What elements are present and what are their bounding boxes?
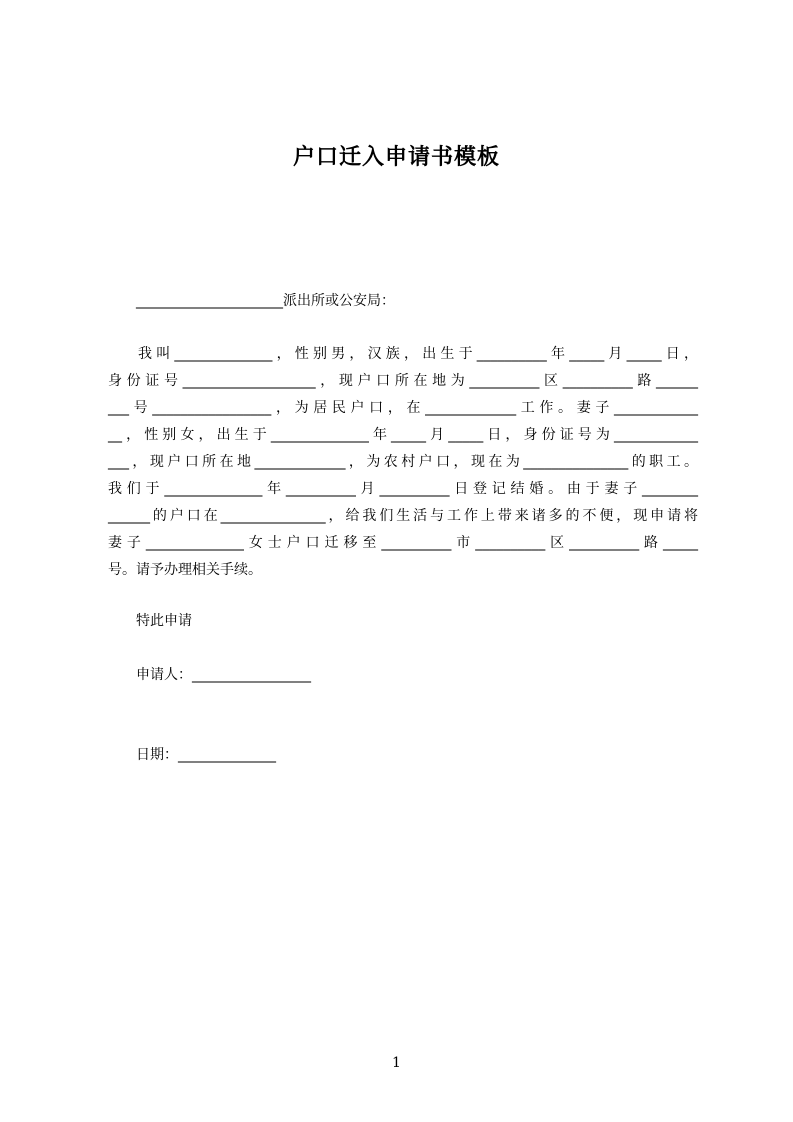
applicant-line: 申请人：_________________ <box>136 667 311 683</box>
document-title: 户口迁入申请书模板 <box>292 145 500 170</box>
application-body <box>108 341 698 584</box>
body-line-3: ___号_________________，为居民户口，在_____________工作。妻子____________ <box>108 400 698 416</box>
body-line-4: __，性别女，出生于______________年_____月_____日，身份证号为____________ <box>108 427 698 443</box>
body-line-7: ______的户口在_______________，给我们生活与工作上带来诸多的不便，现申请将 <box>108 508 698 524</box>
body-line-2: 身份证号___________________，现户口所在地为__________区__________路______ <box>108 373 698 389</box>
page-number: 1 <box>392 1055 401 1071</box>
body-line-1: 我叫______________，性别男，汉族，出生于__________年_____月_____日， <box>138 346 698 362</box>
body-line-6: 我们于______________年__________月__________日登记结婚。由于妻子________ <box>108 481 698 497</box>
body-line-9: 号。请予办理相关手续。 <box>108 562 262 578</box>
date-line: 日期：______________ <box>136 747 276 763</box>
body-line-5: ___，现户口所在地_____________，为农村户口，现在为_______________的职工。 <box>108 454 698 470</box>
addressee-line: _____________________派出所或公安局： <box>136 293 395 309</box>
body-line-8: 妻子______________女士户口迁移至__________市__________区__________路_____ <box>108 535 698 551</box>
closing-phrase: 特此申请 <box>136 613 192 629</box>
